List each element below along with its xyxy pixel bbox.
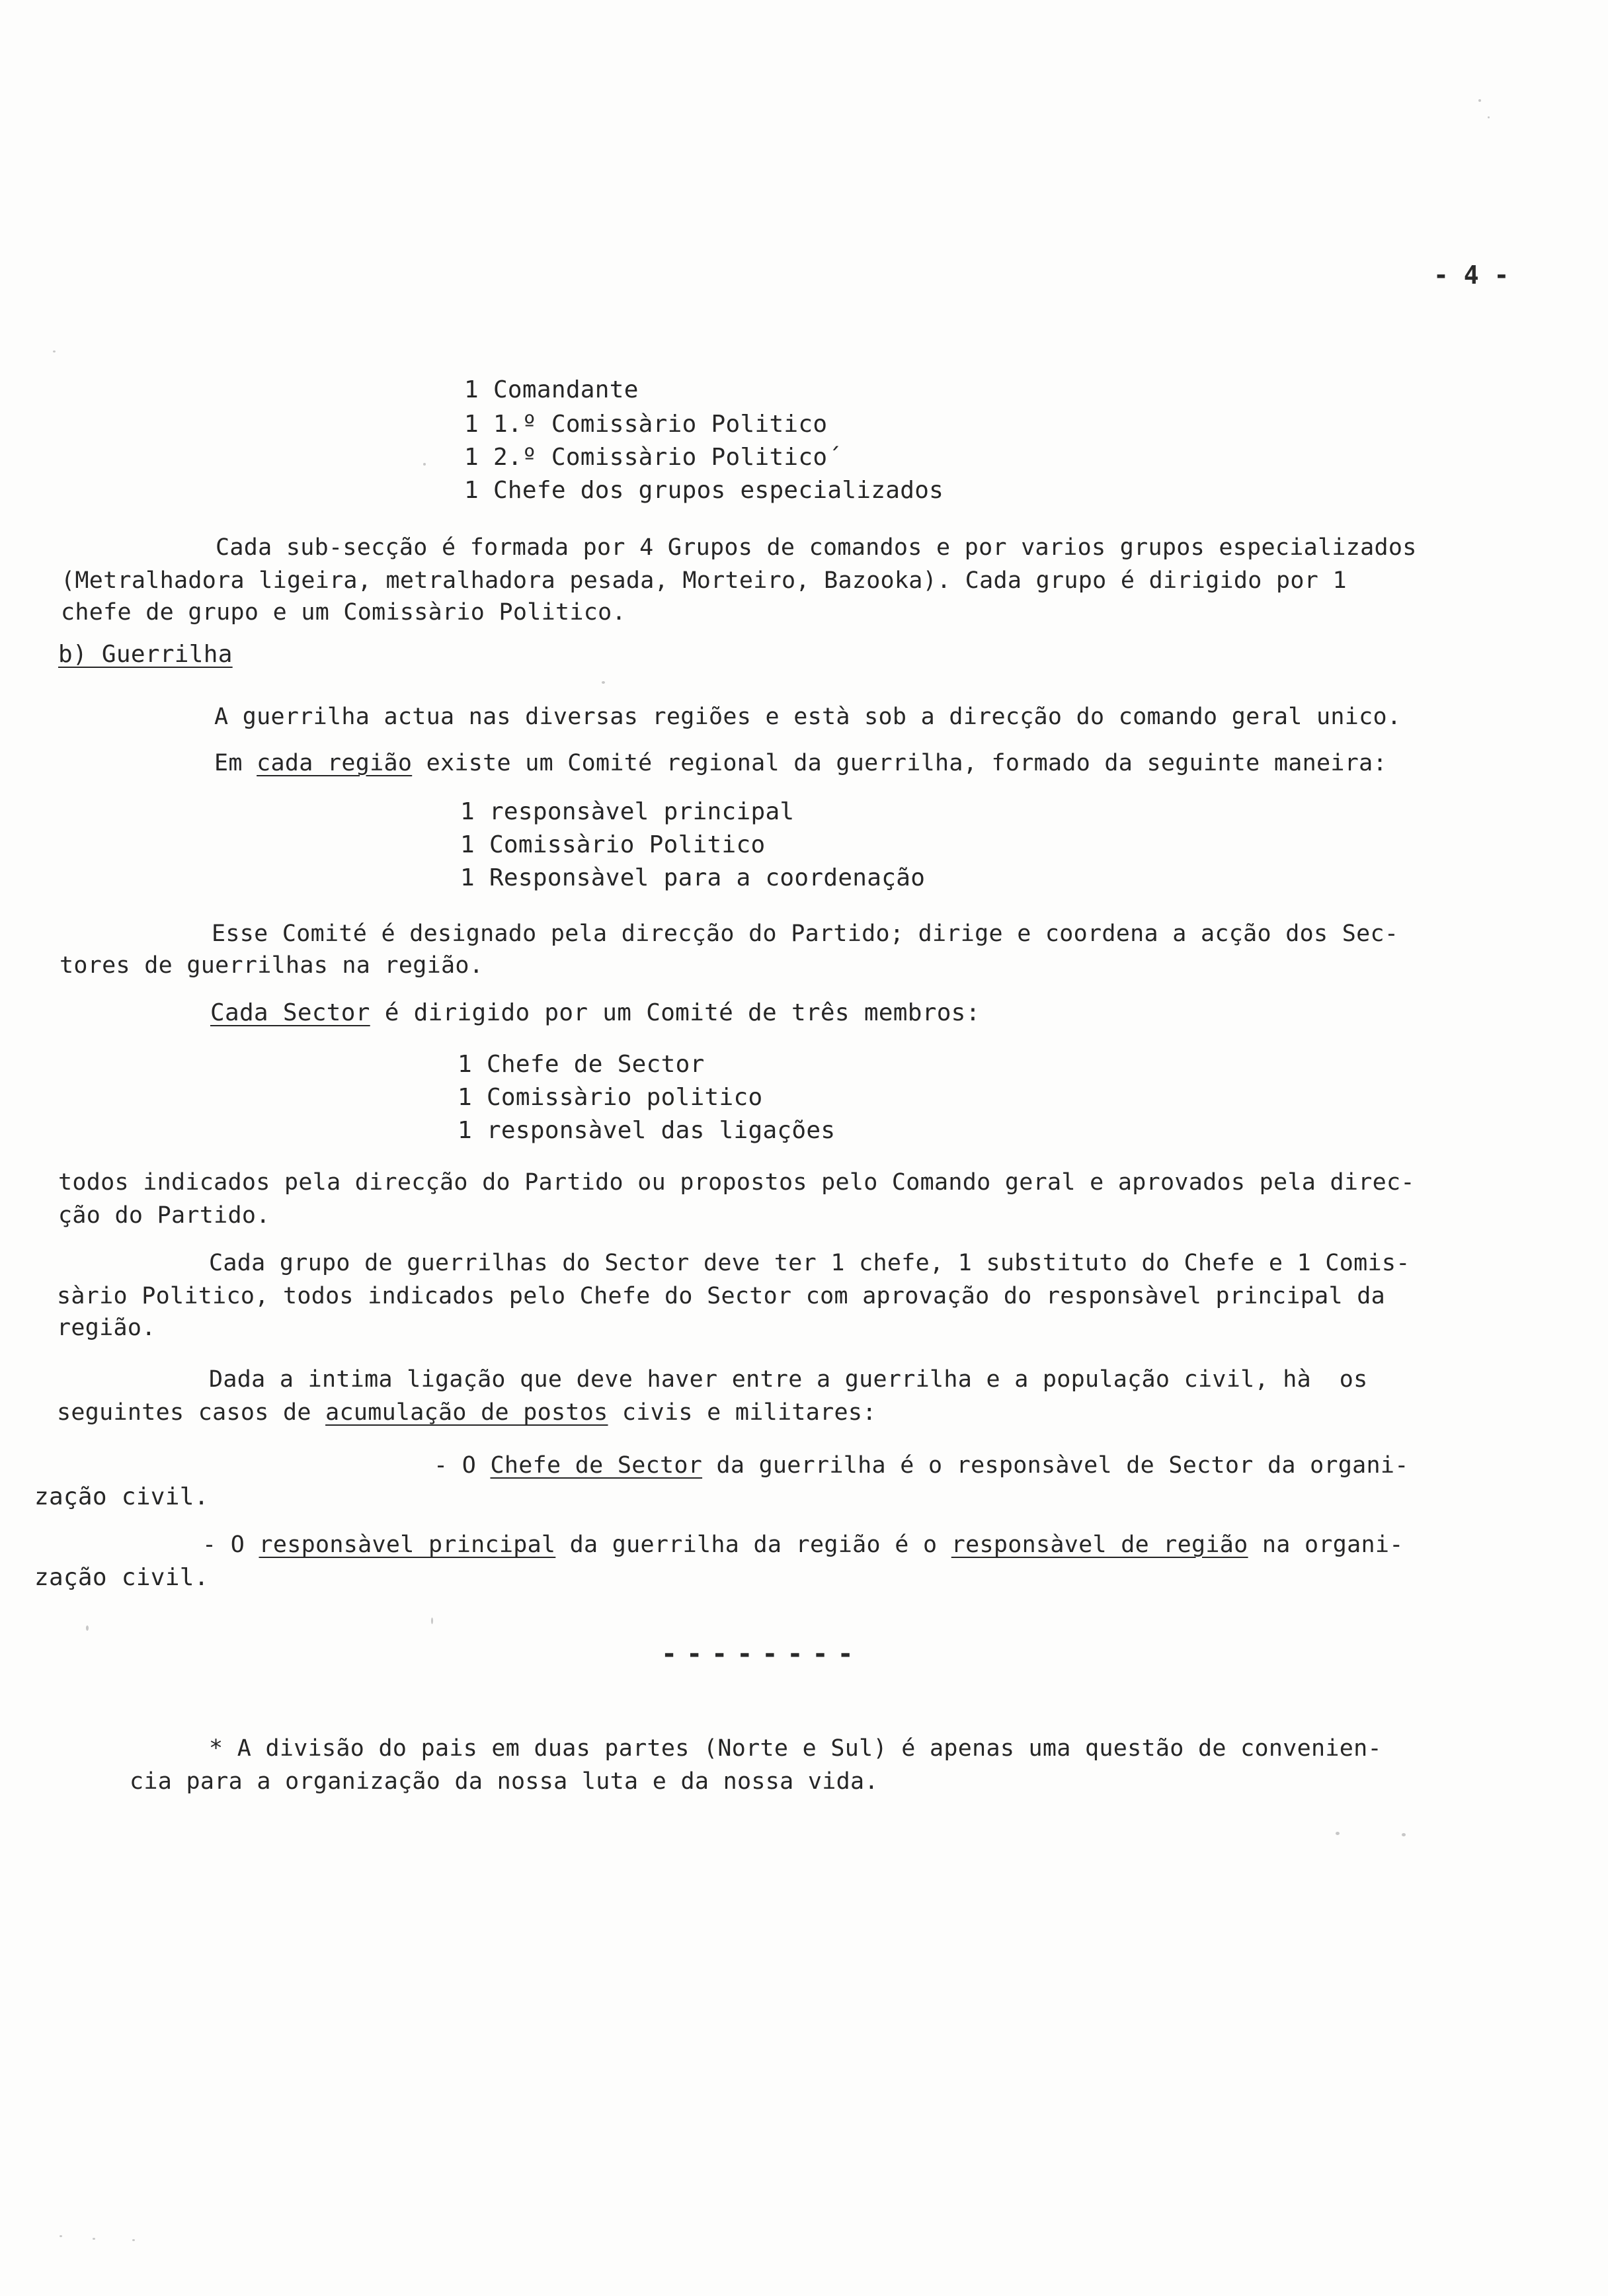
scan-speck [1488,116,1490,118]
officer-list-item: 1 Comandante [464,376,639,403]
paragraph-line: zação civil. [34,1483,209,1510]
underlined-term: responsàvel principal [259,1532,556,1558]
case-one-line: - O Chefe de Sector da guerrilha é o responsàvel de Sector da organi- [434,1452,1409,1479]
underlined-term: Cada Sector [210,999,370,1026]
paragraph-line: tores de guerrilhas na região. [60,952,484,979]
sector-list-item: 1 responsàvel das ligações [458,1117,836,1144]
case-two-line: - O responsàvel principal da guerrilha da região é o responsàvel de região na organi- [202,1532,1404,1558]
scan-speck [1402,1833,1406,1836]
scan-speck [431,1618,433,1624]
paragraph-line: Dada a intima ligação que deve haver entre a guerrilha e a população civil, hà os [209,1366,1368,1393]
underlined-term: Chefe de Sector [490,1452,703,1479]
paragraph-line: chefe de grupo e um Comissàrio Politico. [61,599,626,626]
regional-list-item: 1 responsàvel principal [460,798,795,825]
separator-dashes: -------- [661,1639,863,1669]
paragraph-line: Cada sub-secção é formada por 4 Grupos de comandos e por varios grupos especializados [216,534,1417,561]
scan-speck [60,2235,62,2237]
regional-committee-line: Em cada região existe um Comité regional da guerrilha, formado da seguinte maneira: [214,750,1387,776]
scan-speck [93,2238,95,2240]
paragraph-line: região. [57,1315,156,1341]
paragraph-line: ção do Partido. [58,1202,270,1229]
sector-list-item: 1 Chefe de Sector [458,1051,705,1078]
paragraph-line: (Metralhadora ligeira, metralhadora pesada, Morteiro, Bazooka). Cada grupo é dirigido por 1 [61,567,1347,594]
sector-list-item: 1 Comissàrio politico [458,1084,763,1111]
paragraph-line: A guerrilha actua nas diversas regiões e està sob a direcção do comando geral unico. [214,704,1402,730]
scan-speck [132,2239,135,2241]
scan-speck [1336,1832,1340,1835]
scan-speck [423,463,426,466]
sector-intro-line: Cada Sector é dirigido por um Comité de três membros: [210,999,981,1026]
underlined-term: cada região [257,750,413,776]
officer-list-item: 1 2.º Comissàrio Politico´ [464,444,842,471]
officer-list-item: 1 1.º Comissàrio Politico [464,411,828,438]
underlined-term: responsàvel de região [951,1532,1248,1558]
regional-list-item: 1 Responsàvel para a coordenação [460,864,926,891]
paragraph-line: sàrio Politico, todos indicados pelo Chefe do Sector com aprovação do responsàvel principal da [57,1283,1385,1309]
paragraph-line: Cada grupo de guerrilhas do Sector deve ter 1 chefe, 1 substituto do Chefe e 1 Comis- [209,1250,1410,1276]
footnote-line: * A divisão do pais em duas partes (Norte e Sul) é apenas uma questão de convenien- [209,1735,1382,1762]
section-heading-guerrilha: b) Guerrilha [58,641,233,668]
regional-list-item: 1 Comissàrio Politico [460,831,766,858]
footnote-line: cia para a organização da nossa luta e da nossa vida. [130,1768,879,1795]
paragraph-line: zação civil. [34,1564,209,1591]
page-number: - 4 - [1433,261,1509,290]
accumulation-line: seguintes casos de acumulação de postos civis e militares: [57,1399,877,1426]
paragraph-line: todos indicados pela direcção do Partido ou propostos pelo Comando geral e aprovados pela direc- [58,1169,1415,1196]
paragraph-line: Esse Comité é designado pela direcção do Partido; dirige e coordena a acção dos Sec- [212,921,1399,947]
scan-speck [1478,99,1481,102]
scan-speck [86,1625,89,1631]
scan-speck [53,350,56,352]
scan-speck [602,681,605,684]
underlined-term: acumulação de postos [325,1399,608,1426]
officer-list-item: 1 Chefe dos grupos especializados [464,477,944,504]
